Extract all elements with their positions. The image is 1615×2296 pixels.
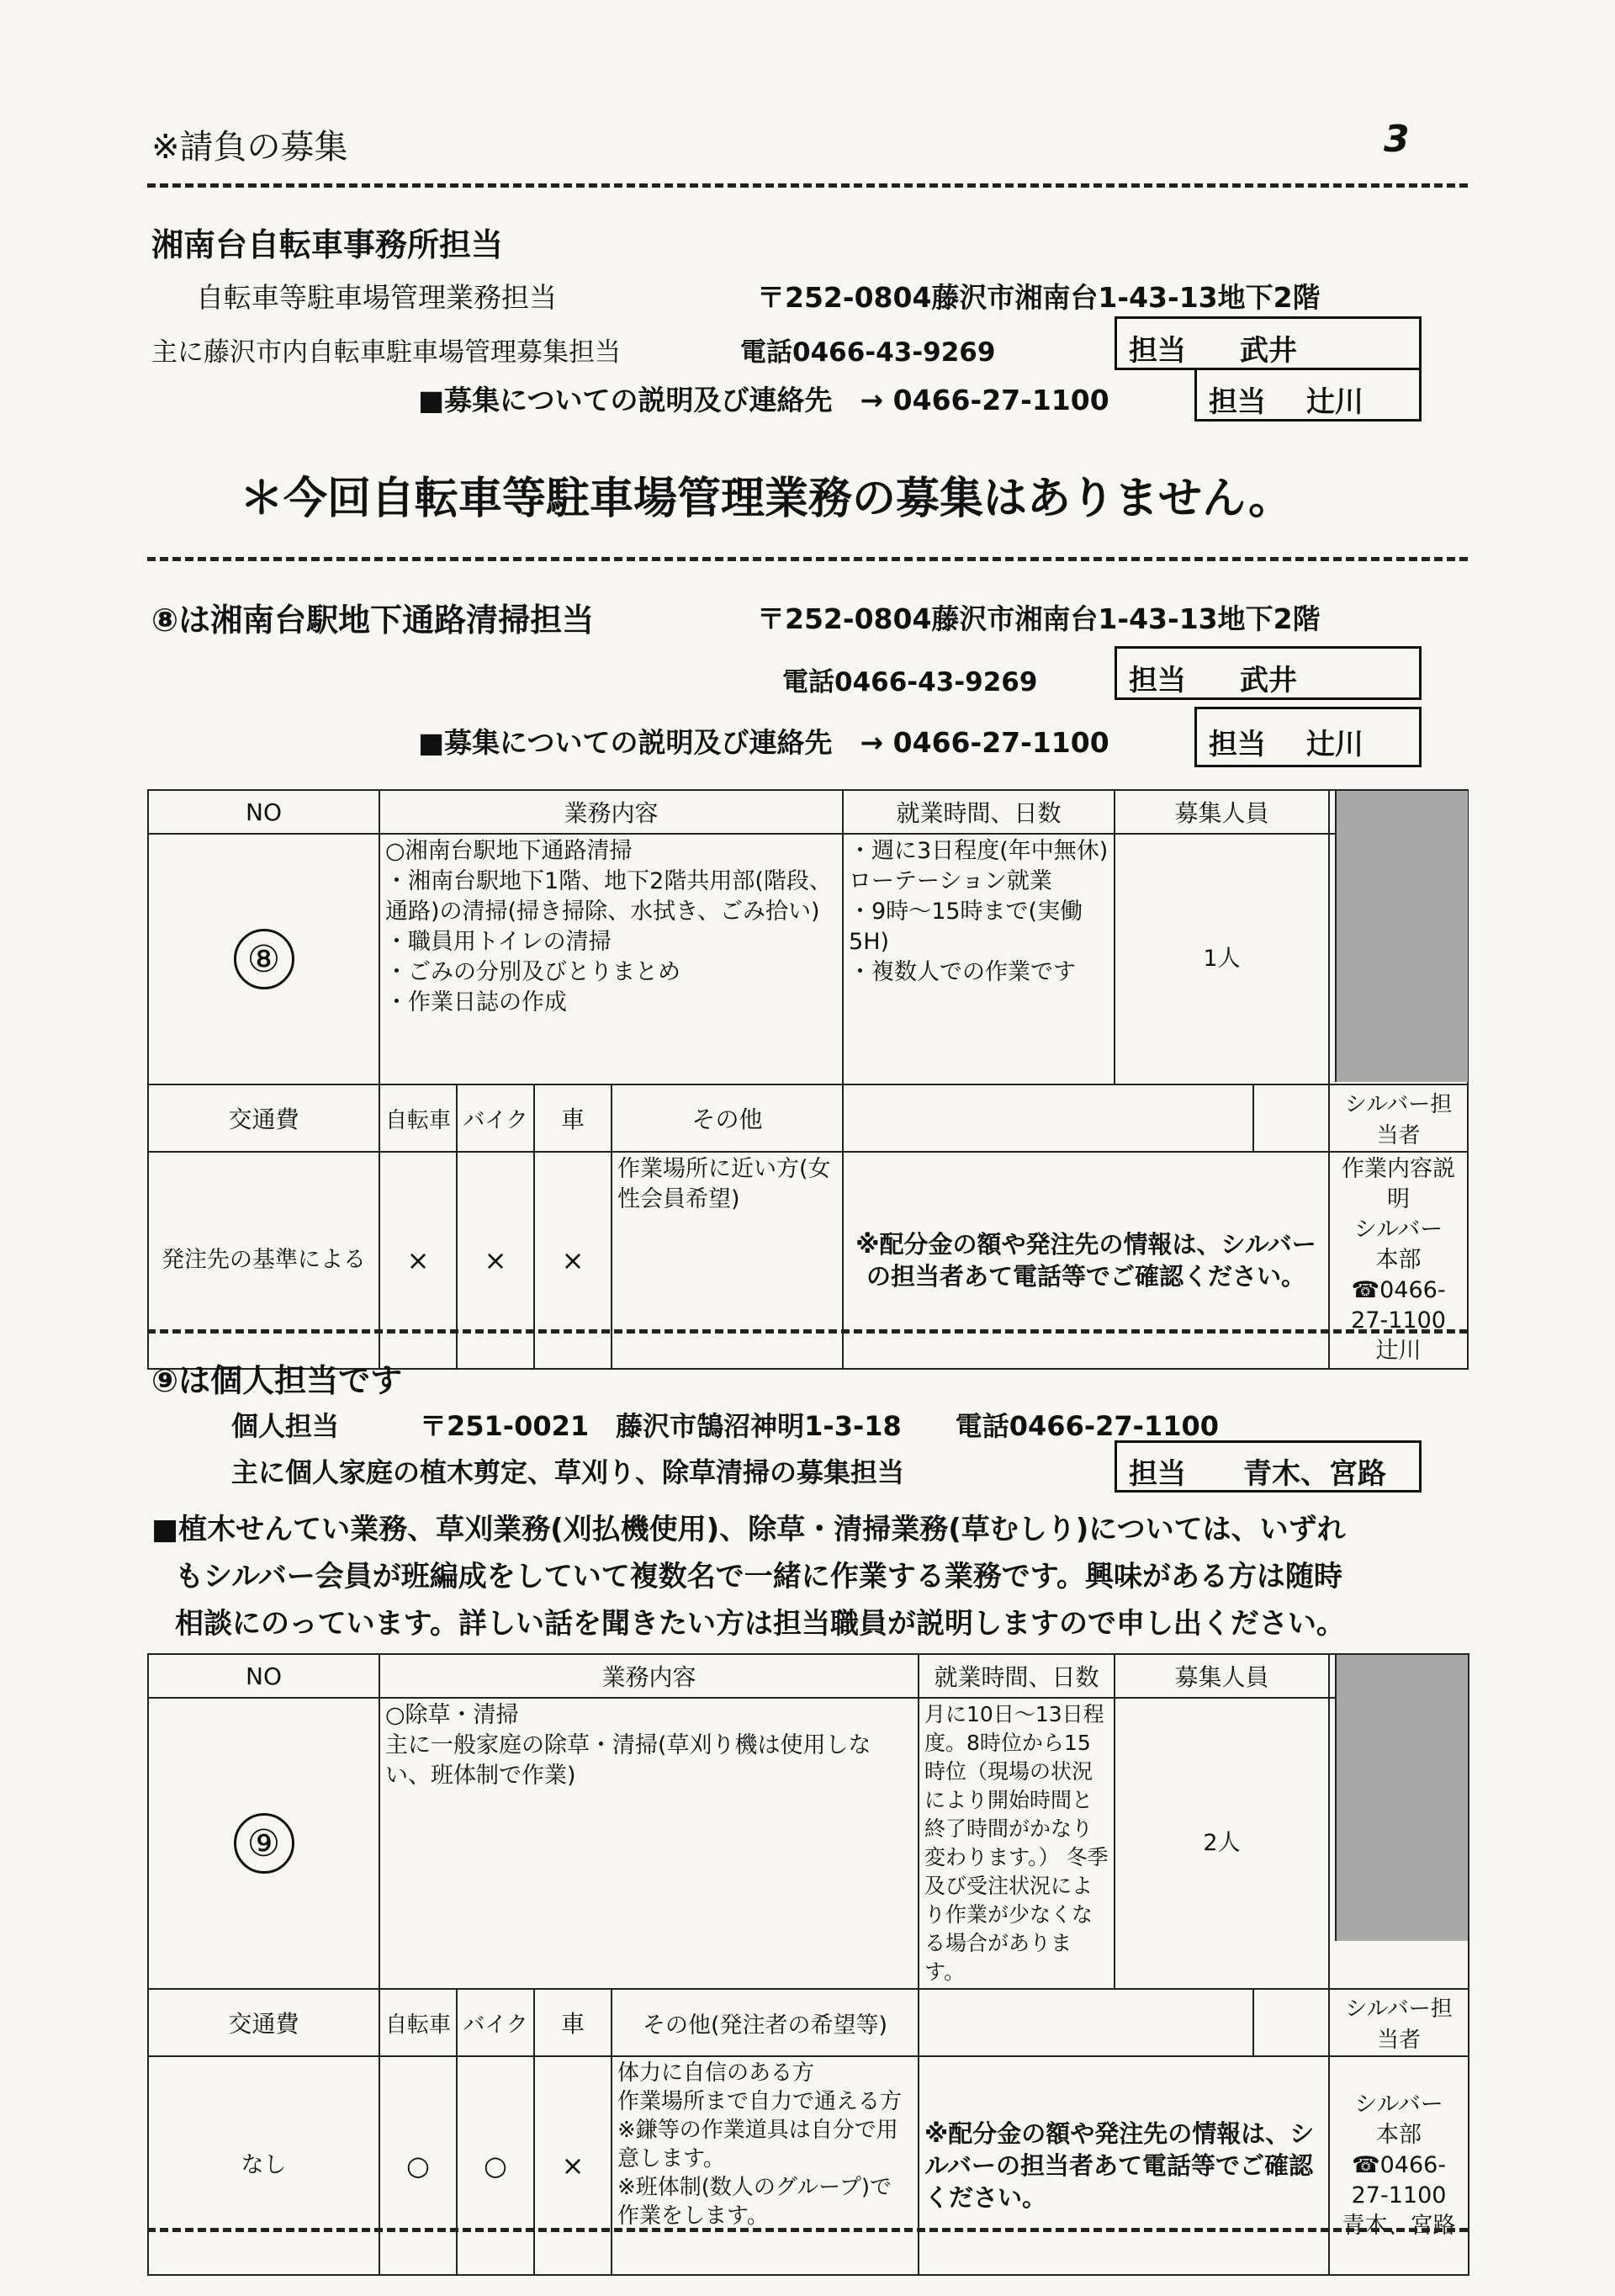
- staff-box-aoki: [1115, 1440, 1422, 1493]
- job-number: ⑨: [148, 1698, 379, 1989]
- car-value: ×: [534, 1152, 612, 1369]
- section1-duty: 自転車等駐車場管理業務担当: [196, 281, 557, 314]
- transport-value: 発注先の基準による: [148, 1152, 379, 1369]
- col-hours: 就業時間、日数: [919, 1654, 1115, 1698]
- section3-heading: ⑨は個人担当です: [151, 1362, 403, 1399]
- section2-phone: 電話0466-43-9269: [782, 667, 1038, 697]
- page-number: 3: [1384, 118, 1410, 161]
- notice-text: ＊今回自転車等駐車場管理業務の募集はありません。: [240, 474, 1293, 524]
- col-motorbike: バイク: [457, 1989, 534, 2056]
- section2-contact: ■募集についての説明及び連絡先 → 0466-27-1100: [418, 726, 1109, 759]
- section1-address: 〒252-0804藤沢市湘南台1-43-13地下2階: [757, 281, 1321, 314]
- col-staff: シルバー担当者: [1329, 1084, 1468, 1152]
- col-staff: シルバー担当者: [1329, 1989, 1469, 2056]
- bicycle-value: ○: [379, 2056, 457, 2275]
- staff-box-takei: [1115, 316, 1422, 370]
- job-hours: 月に10日～13日程度。8時位から15時位（現場の状況により開始時間と終了時間がかなり変わります。） 冬季及び受注状況により作業が少なくなる場合があります。: [919, 1698, 1115, 1989]
- staff-label: 担当: [1129, 664, 1186, 697]
- col-motorbike: バイク: [457, 1084, 534, 1152]
- col-hours: 就業時間、日数: [843, 790, 1115, 834]
- col-bicycle: 自転車: [379, 1989, 457, 2056]
- section2-address: 〒252-0804藤沢市湘南台1-43-13地下2階: [757, 602, 1321, 635]
- staff-name: 武井: [1240, 334, 1297, 368]
- col-content: 業務内容: [379, 790, 843, 834]
- job-table-9: [147, 1653, 1469, 2276]
- job-content: ○湘南台駅地下通路清掃 ・湘南台駅地下1階、地下2階共用部(階段、通路)の清掃(掃き掃除、水拭き、ごみ拾い) ・職員用トイレの清掃 ・ごみの分別及びとりまとめ ・作業日誌の作成: [379, 834, 843, 1084]
- job-content: ○除草・清掃 主に一般家庭の除草・清掃(草刈り機は使用しない、班体制で作業): [379, 1698, 919, 1989]
- col-bicycle: 自転車: [379, 1084, 457, 1152]
- col-no: NO: [148, 790, 379, 834]
- job-people: 1人: [1115, 834, 1329, 1084]
- col-transport: 交通費: [148, 1084, 379, 1152]
- staff-name: 辻川: [1306, 385, 1363, 419]
- col-car: 車: [534, 1084, 612, 1152]
- header-blank: [1253, 1084, 1329, 1152]
- col-no: NO: [148, 1654, 379, 1698]
- silver-staff: シルバー 本部 ☎0466-27-1100 青木、宮路: [1329, 2056, 1469, 2275]
- col-other: その他(発注者の希望等): [612, 1989, 919, 2056]
- staff-box-tsujikawa: [1194, 707, 1422, 767]
- staff-label: 担当: [1209, 385, 1266, 419]
- staff-name: 辻川: [1306, 728, 1363, 761]
- col-other: その他: [612, 1084, 843, 1152]
- divider: [147, 2228, 1468, 2232]
- staff-label: 担当: [1209, 728, 1266, 761]
- col-people: 募集人員: [1115, 1654, 1329, 1698]
- divider: [147, 183, 1468, 188]
- staff-label: 担当: [1129, 334, 1186, 368]
- section3-paragraph: ■植木せんてい業務、草刈業務(刈払機使用)、除草・清掃業務(草むしり)については、いずれ もシルバー会員が班編成をしていて複数名で一緒に作業する業務です。興味がある方は随時 相談にのっています。詳しい話を聞きたい方は担当職員が説明しますので申し出ください。: [151, 1513, 1346, 1641]
- divider: [147, 1329, 1468, 1334]
- section2-heading: ⑧は湘南台駅地下通路清掃担当: [151, 602, 595, 639]
- other-value: 体力に自信のある方 作業場所まで自力で通える方 ※鎌等の作業道具は自分で用意します。 ※班体制(数人のグループ)で作業をします。: [612, 2056, 919, 2275]
- allocation-note: ※配分金の額や発注先の情報は、シルバーの担当者あて電話等でご確認ください。: [843, 1152, 1329, 1369]
- col-people: 募集人員: [1115, 790, 1329, 834]
- header-blank: [843, 1084, 1253, 1152]
- section1-heading: 湘南台自転車事務所担当: [151, 226, 504, 263]
- shaded-cell: [1335, 1655, 1468, 1941]
- divider: [147, 557, 1468, 561]
- job-table-8: [147, 789, 1469, 1370]
- job-number: ⑧: [148, 834, 379, 1084]
- staff-box-takei: [1115, 646, 1422, 700]
- header-blank: [919, 1989, 1253, 2056]
- job-people: 2人: [1115, 1698, 1329, 1989]
- silver-staff: 作業内容説明 シルバー 本部 ☎0466-27-1100 辻川: [1329, 1152, 1468, 1369]
- section3-main-role: 主に個人家庭の植木剪定、草刈り、除草清掃の募集担当: [231, 1456, 905, 1488]
- motorbike-value: ×: [457, 1152, 534, 1369]
- motorbike-value: ○: [457, 2056, 534, 2275]
- other-value: 作業場所に近い方(女性会員希望): [612, 1152, 843, 1369]
- car-value: ×: [534, 2056, 612, 2275]
- col-transport: 交通費: [148, 1989, 379, 2056]
- transport-value: なし: [148, 2056, 379, 2275]
- staff-name: 武井: [1240, 664, 1297, 697]
- staff-text: 担当 青木、宮路: [1129, 1457, 1386, 1491]
- section1-contact: ■募集についての説明及び連絡先 → 0466-27-1100: [418, 384, 1109, 416]
- staff-box-tsujikawa: [1194, 368, 1422, 422]
- shaded-cell: [1335, 791, 1468, 1082]
- section3-address-line: 個人担当 〒251-0021 藤沢市鵠沼神明1-3-18 電話0466-27-1100: [231, 1410, 1219, 1442]
- allocation-note: ※配分金の額や発注先の情報は、シルバーの担当者あて電話等でご確認ください。: [919, 2056, 1329, 2275]
- header-blank: [1253, 1989, 1329, 2056]
- page-title: ※請負の募集: [151, 128, 348, 167]
- section1-phone: 電話0466-43-9269: [740, 337, 996, 368]
- section1-main-role: 主に藤沢市内自転車駐車場管理募集担当: [151, 337, 621, 368]
- bicycle-value: ×: [379, 1152, 457, 1369]
- col-car: 車: [534, 1989, 612, 2056]
- job-hours: ・週に3日程度(年中無休) ローテーション就業 ・9時～15時まで(実働5H) ・複数人での作業です: [843, 834, 1115, 1084]
- col-content: 業務内容: [379, 1654, 919, 1698]
